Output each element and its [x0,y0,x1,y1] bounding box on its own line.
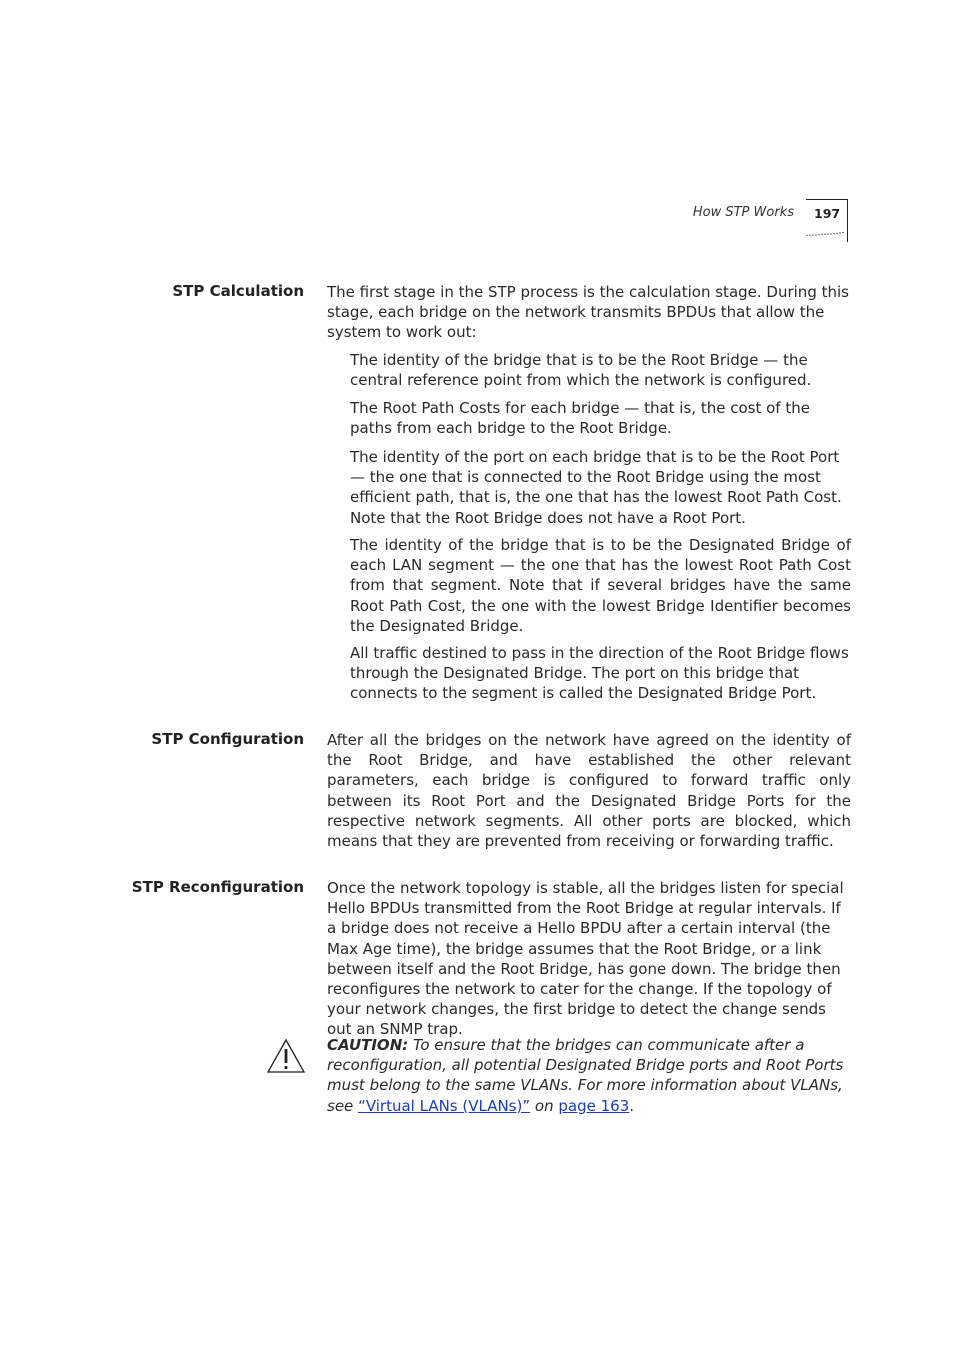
section-body-stp-configuration [327,730,851,851]
caution-end-punct: . [629,1096,635,1115]
section-intro-stp-calculation [327,282,851,343]
list-item: All traffic destined to pass in the direction of the Root Bridge flows through the Designated Bridge. The port on this bridge that connects to the segment is called the Designated Bridge Port. [350,644,849,703]
page-163-link[interactable]: page 163 [558,1096,630,1115]
section-body-stp-reconfiguration [327,878,851,1040]
running-header-title: How STP Works [692,205,794,220]
virtual-lans-link[interactable]: “Virtual LANs (VLANs)” [358,1096,531,1115]
caution-text: To ensure that the bridges can communicate after a reconfiguration, all potential Designated Bridge ports and Root Ports must belong to the same VLANs. For more information about VLANs, see [327,1036,844,1115]
paragraph: Once the network topology is stable, all the bridges listen for special Hello BPDUs transmitted from the Root Bridge at regular intervals. If a bridge does not receive a Hello BPDU after a certain interval (the Max Age time), the bridge assumes that the Root Bridge, or a link between itself and the Root Bridge, has gone down. The bridge then reconfigures the network to cater for the change. If the topology of your network changes, the first bridge to detect the change sends out an SNMP trap. [327,879,844,1039]
page-number: 197 [814,206,841,221]
caution-on-text: on [534,1096,554,1115]
section-heading-stp-calculation: STP Calculation [172,282,304,300]
paragraph: After all the bridges on the network have agreed on the identity of the Root Bridge, and have established the other relevant parameters, each bridge is configured to forward traffic only between its Root Port and the Designated Bridge Ports for the respective network segments. All other ports are blocked, which means that they are prevented from receiving or forwarding traffic. [327,731,851,851]
section-heading-stp-reconfiguration: STP Reconfiguration [131,878,304,896]
paragraph: The first stage in the STP process is the calculation stage. During this stage, each bridge on the network transmits BPDUs that allow the system to work out: [327,283,849,342]
list-item: The identity of the bridge that is to be the Root Bridge — the central reference point from which the network is configured. [350,351,812,390]
warning-triangle-icon [266,1038,306,1074]
list-item: The identity of the bridge that is to be the Designated Bridge of each LAN segment — the one that has the lowest Root Path Cost from that segment. Note that if several bridges have the same Root Path Cost, the one with the lowest Bridge Identifier becomes the Designated Bridge. [350,536,851,635]
list-item: The identity of the port on each bridge that is to be the Root Port — the one that is connected to the Root Bridge using the most efficient path, that is, the one that has the lowest Root Path Cost. Note that the Root Bridge does not have a Root Port. [350,448,842,527]
caution-note [327,1035,857,1116]
section-heading-stp-configuration: STP Configuration [151,730,304,748]
caution-label: CAUTION: [327,1036,409,1054]
list-item: The Root Path Costs for each bridge — that is, the cost of the paths from each bridge to the Root Bridge. [350,399,810,438]
header-dotted-rule [806,231,846,237]
